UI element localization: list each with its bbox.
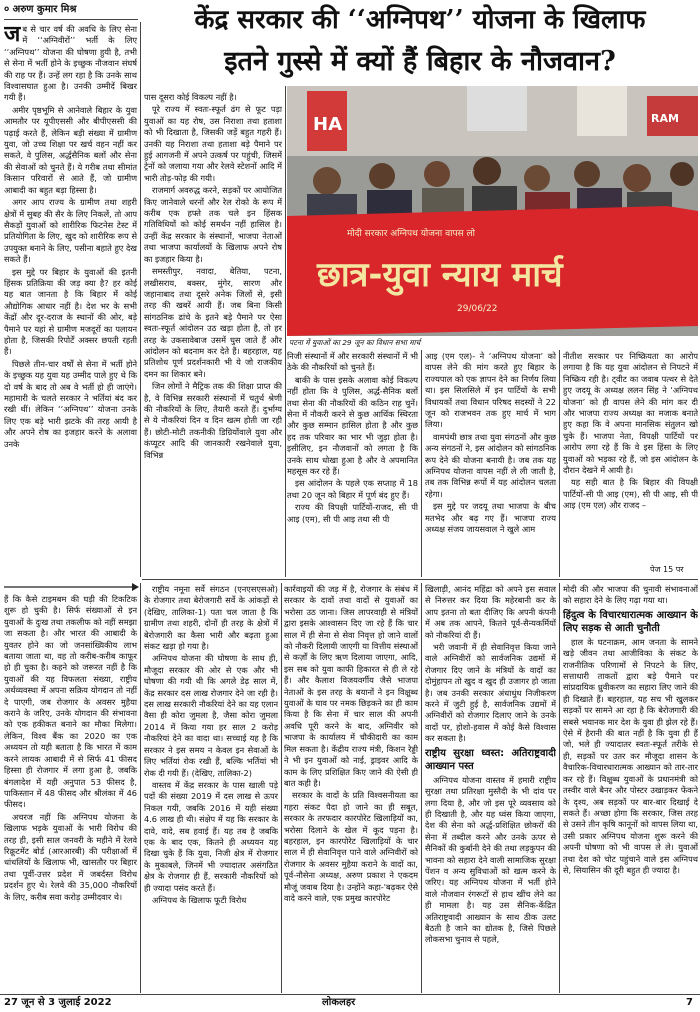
headline-line-1: केंद्र सरकार की ‘‘अग्निपथ’’ योजना के खिलाफ xyxy=(194,5,646,35)
banner-subtext: मोदी सरकार अग्निपथ योजना वापस लो xyxy=(347,229,475,239)
paragraph: निजी संस्थानों में और सरकारी संस्थानों में भी ठेके की नौकरियों को चुनते हैं। xyxy=(287,351,418,373)
paragraph: यह सही बात है कि बिहार की विपक्षी पार्टियों-सी पी आइ (एम), सी पी आइ, सी पी आइ (एम एल) और राजद – xyxy=(563,477,698,511)
paragraph: अचरज नहीं कि अग्निपथ योजना के खिलाफ भड़के युवाओं के भारी विरोध की तरह ही, इसी साल जनवरी के महीने में रेलवे रिक्रूटमेंट बोर्ड (आरआरबी) की परीक्षाओं में धांधलियों के खिलाफ भी, खासतौर पर बिहार तथा पूर्वी-उत्तर प्रदेश में जबर्दस्त विरोध प्रदर्शन हुए थे। रेलवे की 35,000 नौकरियों के लिए, करीब सवा करोड़ उम्मीदवार थे। xyxy=(4,811,137,902)
byline-rule xyxy=(4,19,138,20)
flag-text: HA xyxy=(313,114,342,135)
paragraph: हैं कि कैसे टाइमबम की घड़ी की टिकटिक शुरू हो चुकी है। सिर्फ संख्याओं से इन युवाओं के दुःख तथा तकलीफ को नहीं समझा जा सकता है। और भारत की आबादी के युवतर होने का जो जनसांख्यिकीय लाभ बताया जाता था, वह तो करीब-करीब काफूर हो ही चुका है। कहने को जरूरत नहीं है कि युवाओं की यह विफलता संख्या, राष्ट्रीय अर्थव्यवस्था में अपना सक्रिय योगदान तो नहीं दे पाएगी, जब रोजगार के अवसर मुहैया कराने के जरिए, उनके योगदान की संभावना को एक हकीकत बनाने का मौका मिलेगा। लेकिन, विश्व बैंक का 2020 का एक अध्ययन तो यही बताता है कि भारत में काम करने लायक आबादी में से सिर्फ 41 फीसद हिस्सा ही रोजगार में लगा हुआ है, जबकि बंगलादेश में यही अनुपात 53 फीसद है, पाकिस्तान में 48 फीसद और श्रीलंका में 46 फीसद। xyxy=(4,594,137,810)
photo-caption: पटना में युवाओं का 29 जून का विधान सभा मार्च xyxy=(289,338,421,347)
paragraph: खिलाड़ी, आनंद महिंद्रा को अपने इस सवाल से निरुत्तर कर दिया कि महेरबानी कर के आप इतना तो बता दीजिए कि अपनी कंपनी में अब तक आपने, कितने पूर्व-सैन्यकर्मियों को नौकरियां दी हैं। xyxy=(425,584,556,640)
paragraph: राज्य की विपक्षी पार्टियों-राजद, सी पी आइ (एम), सी पी आइ तथा सी पी xyxy=(287,502,418,524)
protest-photo xyxy=(287,86,698,336)
sign-text: RAM xyxy=(651,112,679,125)
banner-date: 29/06/22 xyxy=(457,304,498,314)
paragraph: पिछले तीन-चार वर्षों से सेना में भर्ती होने के इच्छुक यह युवा यह उम्मीद पाले हुए थे कि दो वर्ष के बाद तो अब वे भर्ती हो ही जाएंगे। महामारी के चलते सरकार ने भर्तियां बंद कर रखी थीं। लेकिन ‘‘अग्निपथ’’ योजना उनके लिए एक बड़े भारी झटके की तरह आयी है और अपने रोष का इजहार करने के अलावा उनके xyxy=(4,358,137,449)
column-divider xyxy=(140,583,141,993)
footer-date: 27 जून से 3 जुलाई 2022 xyxy=(4,997,112,1008)
paragraph: जिन लोगों ने मैट्रिक तक की शिक्षा प्राप्त की है, वे विभिन्न सरकारी संस्थानों में चतुर्थ श्रेणी की नौकरियों के लिए, तैयारी करते हैं। दुर्भाग्य से ये नौकरियां दिन व दिन खत्म होती जा रही हैं। छोटी-मोटी तकनीकी डिग्रियोंवाले युवा और कंप्यूटर आदि की जानकारी रखनेवाले युवा, विभिन्न xyxy=(144,381,282,460)
section-divider xyxy=(142,579,698,580)
paragraph: सरकार के वादों के प्रति विश्वसनीयता का गहरा संकट पैदा हो जाने का ही सबूत, सरकार के तरफदार कारपोरेट खिलाड़ियों का, भरोसा दिलाने के खेल में कूद पड़ना है। बहरहाल, इन कारपोरेट खिलाड़ियों के चार साल में ही सेवानिवृत्त पाने वाले अग्निवीरों को रोजगार के अवसर मुहैया कराने के वादों का, पूर्व-नौसेना अध्यक्ष, अरुण प्रकाश ने एकदम मौजूं जवाब दिया है। उन्होंने कहा-'बढ़कर ऐसे वादे करने वाले, एक प्रमुख कारपोरेट xyxy=(284,790,418,903)
continuation-arrow xyxy=(4,583,139,591)
paragraph: पास दूसरा कोई विकल्प नहीं है। xyxy=(144,92,237,102)
column-divider xyxy=(559,583,560,993)
paragraph: नीतीश सरकार पर निष्क्रियता का आरोप लगाया है कि यह युवा आंदोलन से निपटने में निष्क्रिय रही है। ट्वीट का जवाब पत्थर से देते हुए जदयू के अध्यक्ष ललन सिंह ने ‘अग्निपथ योजना’ को ही वापस लेने की मांग कर दी और भाजपा राज्य अध्यक्ष का मजाक बनाते हुए कहा कि वे अपना मानसिक संतुलन खो चुके हैं। भाजपा नेता, विपक्षी पार्टियों पर आरोप लगा रहे हैं कि वे इस हिंसा के लिए युवाओं को भड़का रहे हैं, जो इस आंदोलन के दौरान देखने में आयी है। xyxy=(563,351,698,476)
continued-label: पेज 15 पर xyxy=(650,565,684,574)
article-column-3 xyxy=(287,351,418,576)
paragraph: आइ (एम एल)- ने ‘अग्निपथ योजना’ को वापस लेने की मांग करते हुए बिहार के राज्यपाल को एक ज्ञापन देने का निर्णय लिया था। इस सिलसिले में इन पार्टियों के सभी विधायकों तथा विधान परिषद सदस्यों ने 22 जून को राजभवन तक हुए मार्च में भाग लिया। xyxy=(425,351,556,430)
section-subheading: हिंदुत्व के विचारधारात्मक आख्यान के लिए सड़क से आती चुनौती xyxy=(563,609,698,634)
paragraph: राजमार्ग अवरुद्ध करने, सड़कों पर आयोजित किए जानेवाले धरनों और रेल रोको के रूप में करीब एक हफ्ते तक चले इन हिंसक गतिविधियों को कोई समर्थन नहीं हासिल है। उन्हीं केंद्र सरकार के संस्थानों, भाजपा नेताओं तथा भाजपा कार्यालयों के खिलाफ अपने रोष का इजहार किया है। xyxy=(144,185,282,264)
article-column-2 xyxy=(144,92,282,576)
lower-column-3 xyxy=(284,584,418,992)
article-column-5 xyxy=(563,351,698,563)
column-divider xyxy=(559,350,560,577)
paragraph: अग्निपथ योजना की घोषणा के साथ ही, मौजूदा सरकार की ओर से एक और भी घोषणा की गयी थी कि अगले डेढ़ साल में, केंद्र सरकार दस लाख रोजगार देने जा रही है। दस लाख सरकारी नौकरियां देने का यह एलान वैसा ही कोरा जुमला है, जैसा कोरा जुमला 2014 में किया गया हर साल 2 करोड़ नौकरियां देने का वादा था। सच्चाई यह है कि सरकार ने इस समय न केवल इन सेवाओं के लिए भर्तियां रोक रखी हैं, बल्कि भर्तियां भी रोक दी गयी हैं। (देखिए, तालिका-2) xyxy=(144,653,278,778)
column-divider xyxy=(281,583,282,993)
paragraph: समस्तीपुर, नवादा, बेतिया, पटना, लखीसराय, बक्सर, मुंगेर, सारण और जहानाबाद तथा दूसरे अनेक जिलों से, इसी तरह की खबरें आयी हैं। जब बिना किसी सांगठनिक ढांचे के इतने बड़े पैमाने पर ऐसा स्वतः-स्फूर्त आंदोलन उठ खड़ा होता है, तो हर तरह के उकसावेबाज उसमें घुस जाते हैं और आंदोलन को बदनाम कर देते हैं। बहरहाल, यह प्रतिशोध पूर्ण प्रदर्शनकारी भी ये जो राजकीय दमन का शिकार बने। xyxy=(144,266,282,379)
paragraph: अगर आप राज्य के ग्रामीण तथा शहरी क्षेत्रों में सुबह की सैर के लिए निकलें, तो आप सैकड़ों युवाओं को शारीरिक फिटनेस टेस्ट में प्रतियोगिता के लिए, खुद को शारीरिक रूप से उपयुक्त बनाने के लिए, पसीना बहाते हुए देख सकते हैं। xyxy=(4,197,137,265)
paragraph: अग्निपथ के खिलाफ फूटी विरोध xyxy=(152,894,247,905)
footer-rule xyxy=(0,994,700,995)
lower-column-5 xyxy=(563,584,698,992)
paragraph: बाकी के पास इसके अलावा कोई विकल्प नहीं होता कि वे पुलिस, अर्द्ध-सैनिक बलों तथा सेना की नौकरियों की कठिन राह चुनें। सेना में नौकरी करने से कुछ आर्थिक स्थिरता और कुछ सम्मान हासिल होता है और कुछ हद तक परिवार का भार भी जुड़ा होता है। इसीलिए, इन नौजवानों को लगता है कि उनके साथ धोखा हुआ है और वे अपमानित महसूस कर रहे हैं। xyxy=(287,374,418,477)
drop-cap: ज xyxy=(4,24,21,47)
column-divider xyxy=(285,86,286,577)
paragraph: वास्तव में केंद्र सरकार के पास खाली पड़े पदों की संख्या 2019 में दस लाख से ऊपर निकल गयी, जबकि 2016 में यही संख्या 4.6 लाख ही थी। संक्षेप में यह कि सरकार के दावे, वादे, सब हवाई हैं। यह तब है जबकि एक के बाद एक, कितने ही अध्ययन यह दिखा चुके हैं कि युवा, निजी क्षेत्र में रोजगार के मुकाबले, जिनमें भी ज्यादातर असंगठित क्षेत्र के रोजगार ही हैं, सरकारी नौकरियों को ही ज्यादा पसंद करते हैं। xyxy=(144,779,278,893)
paragraph: कार्रवाइयों की जड़ में है, रोजगार के संबंध में सरकार के दावों तथा वादों से युवाओं का भरोसा उठ जाना। जिस लापरवाही से मंत्रियों द्वारा इसके आश्वासन दिए जा रहे हैं कि चार साल में ही सेना से सेवा निवृत्त हो जाने वालों को नौकरी दिलायी जाएगी या वित्तीय संस्थाओं से कर्ज़ों के लिए ऋण दिलाया जाएगा, आदि, इस सब को युवा काफी हिकारत से ही ले रहे हैं। और कैलाश विजयवर्गीय जैसे भाजपा नेताओं के इस तरह के बयानों ने इन विक्षुब्ध युवाओं के घाव पर नमक छिड़कने का ही काम किया है कि सेना में चार साल की अपनी अवधि पूरी करने के बाद, अग्निवीर को भाजपा के कार्यालय में चौकीदारी का काम मिल सकता है। केंद्रीय राज्य मंत्री, किशन रेड्डी ने भी इन युवाओं को नाई, ड्राइवर आदि के काम के लिए प्रशिक्षित किए जाने की ऐसी ही बात कही है। xyxy=(284,584,418,788)
paragraph: पूरे राज्य में स्वतः-स्फूर्त ढंग से फूट पड़ा युवाओं का यह रोष, उस निराशा तथा हताशा को भी दिखाता है, जिसकी जड़ें बहुत गहरी हैं। उनकी यह निराशा तथा हताशा बड़े पैमाने पर हुई आगजनी में अपने उत्कर्ष पर पहुंची, जिसमें ट्रेनों को जलाया गया और रेलवे स्टेशनों आदि में भारी तोड़-फोड़ की गयी। xyxy=(144,104,282,183)
column-divider xyxy=(421,583,422,993)
paragraph: भरी जवानी में ही सेवानिवृत्त किया जाने वाले अग्निवीरों को सार्वजनिक उद्यमों में रोजगार दिए जाने के मंत्रियों के वादों का दोमुंहापन तो खुद व खुद ही उजागर हो जाता है। जब उनकी सरकार अंधाधुंध निजीकरण करने में जुटी हुई है, सार्वजनिक उद्यमों में अग्निवीरों को रोजगार दिलाए जाने के उनके वादों पर, होशो-हवास में कोई कैसे विश्वास कर सकता है। xyxy=(425,642,556,744)
paragraph: इस मुद्दे पर बिहार के युवाओं की इतनी हिंसक प्रतिक्रिया की जड़ क्या है? हर कोई यह बात जानता है कि बिहार में कोई औद्योगिक आधार नहीं है। देश भर के सभी केंद्रों और दूर-दराज के स्थानों की ओर, बड़े पैमाने पर यहां से ग्रामीण मजदूरों का पलायन होता है, जिसकी रिपोर्टें अक्सर छपती रहती हैं। xyxy=(4,266,137,357)
column-divider xyxy=(421,350,422,577)
paragraph: इस मुद्दे पर जदयू तथा भाजपा के बीच मतभेद और बढ़ गए हैं। भाजपा राज्य अध्यक्ष संजय जायसवाल ने खुले आम xyxy=(425,501,556,535)
paragraph: अमीर पृष्ठभूमि से आनेवाले बिहार के युवा आमतौर पर यूपीएससी और बीपीएससी की पढ़ाई करते हैं, लेकिन बड़ी संख्या में ग्रामीण युवा, जो उच्च शिक्षा पर खर्च वहन नहीं कर सकते, वे पुलिस, अर्द्धसैनिक बलों और सेना की सेवाओं को चुनते हैं। ये गरीब तथा सीमांत किसान परिवारों से आते हैं, जो ग्रामीण आबादी का बहुत बड़ा हिस्सा है। xyxy=(4,104,137,195)
paragraph: वामपंथी छात्र तथा युवा संगठनों और कुछ अन्य संगठनों ने, इस आंदोलन को सांगठनिक रूप देने की योजना बनायी है। जब तक यह अग्निपथ योजना वापस नहीं ले ली जाती है, तब तक विभिन्न रूपों में यह आंदोलन चलता रहेगा। xyxy=(425,431,556,499)
footer-page-number: 7 xyxy=(686,997,693,1008)
lower-column-4 xyxy=(425,584,556,992)
byline: ० अरुण कुमार मिश्र xyxy=(4,4,77,15)
column-divider xyxy=(140,22,141,577)
paragraph: अग्निपथ योजना वास्तव में हमारी राष्ट्रीय सुरक्षा तथा प्रतिरक्षा मुस्तैदी के भी दांव पर लगा दिया है, और जो इस पूरे व्यवसाय को ही दिखाती है, और यह ध्वंस किया जाएगा, देश की सेना को अर्द्ध-प्रशिक्षित छोकरों की सेना में तब्दील करने और उनके ऊपर से सैनिकों की कुर्बानी देने की तथा लड़कुपन की भावना को सहारा देने वाली सामाजिक सुरक्षा पेंशन व अन्य सुविधाओं को खत्म करने के जरिए। यह अग्निपथ योजना में भर्ती होने वाले नौजवान रंगरूटों से हाथ खींच लेने का ही मामला है। यह उस सैनिक-केंद्रित अतिराष्ट्रवादी आख्यान के साथ ठीक उलट बैठती है जाने का द्योतक है, जिसे पिछले लोकसभा चुनाव से पहले, xyxy=(425,774,556,945)
protest-photo-illustration xyxy=(287,86,698,336)
paragraph: हाल के घटनाक्रम, आम जनता के सामने खड़े जीवन तथा आजीविका के संकट के राजनीतिक परिणामों से निपटने के लिए, सत्ताधारी ताकतों द्वारा बड़े पैमाने पर सांप्रदायिक ध्रुवीकरण का सहारा लिए जाने की ही दिखाते हैं। बहरहाल, यह सच भी खुलकर सड़कों पर सामने आ रहा है कि बेरोजगारी की सबसे भयानक मार देश के युवा ही झेल रहे हैं। ऐसे में हैरानी की बात नहीं है कि युवा ही हैं जो, भले ही ज्यादातर स्वतः-स्फूर्त तरीके से ही, सड़कों पर उतर कर मौजूदा शासन के वैचारिक-विचारधारात्मक आख्यान को तार-तार कर रहे हैं। विक्षुब्ध युवाओं के प्रधानमंत्री को तस्वीर वाले बैनर और पोस्टर उखाड़कर फेंकने के दृश्य, अब सड़कों पर बार-बार दिखाई दे सकते हैं। अच्छा होगा कि सरकार, जिस तरह से उसने तीन कृषि कानूनों को वापस लिया था, उसी प्रकार अग्निपथ योजना शुरू करने की अपनी घोषणा को भी वापस ले ले। युवाओं तथा देश को चोट पहुंचाने वाले इस अग्निपथ से, सियासिन की दूरी बहुत ही ज्यादा है। xyxy=(563,636,698,875)
article-column-1 xyxy=(4,24,137,576)
paragraph: राष्ट्रीय नमूना सर्वे संगठन (एनएसएसओ) के रोजगार तथा बेरोजगारी सर्वे के आंकड़ों से (देखिए, तालिका-1) पता चल जाता है कि ग्रामीण तथा शहरी, दोनों ही तरह के क्षेत्रों में बेरोजगारी का कैसा भारी और बढ़ता हुआ संकट खड़ा हो गया है। xyxy=(144,584,278,652)
paragraph: मोदी की और भाजपा की चुनावी संभावनाओं को सहारा देने के लिए गढ़ा गया था। xyxy=(563,584,698,606)
section-subheading: राष्ट्रीय सुरक्षा ध्वस्त: अतिराष्ट्रवादी आख्यान पस्त xyxy=(425,747,556,772)
banner-text: छात्र-युवा न्याय मार्च xyxy=(317,255,563,295)
lower-column-1 xyxy=(4,594,137,992)
article-column-4 xyxy=(425,351,556,576)
paragraph: ब से चार वर्ष की अवधि के लिए सेना में ‘‘अग्निवीरों’’ भर्ती के लिए ‘‘अग्निपथ’’ योजना की घोषणा हुयी है, तभी से सेना में भर्ती होने के इच्छुक नौजवान संघर्ष की राह पर हैं। उन्हें लग रहा है कि उनके साथ विश्वासघात हुआ है। उनकी उम्मीदें बिखर गयी हैं। xyxy=(4,24,137,103)
lower-column-2 xyxy=(144,584,278,992)
headline-line-2: इतने गुस्से में क्यों हैं बिहार के नौजवान? xyxy=(224,46,616,77)
headline xyxy=(142,0,698,84)
footer-publication: लोकलहर xyxy=(322,997,356,1008)
paragraph: इस आंदोलन के पहले एक सप्ताह में 18 तथा 20 जून को बिहार में पूर्ण बंद हुए हैं। xyxy=(287,478,418,500)
